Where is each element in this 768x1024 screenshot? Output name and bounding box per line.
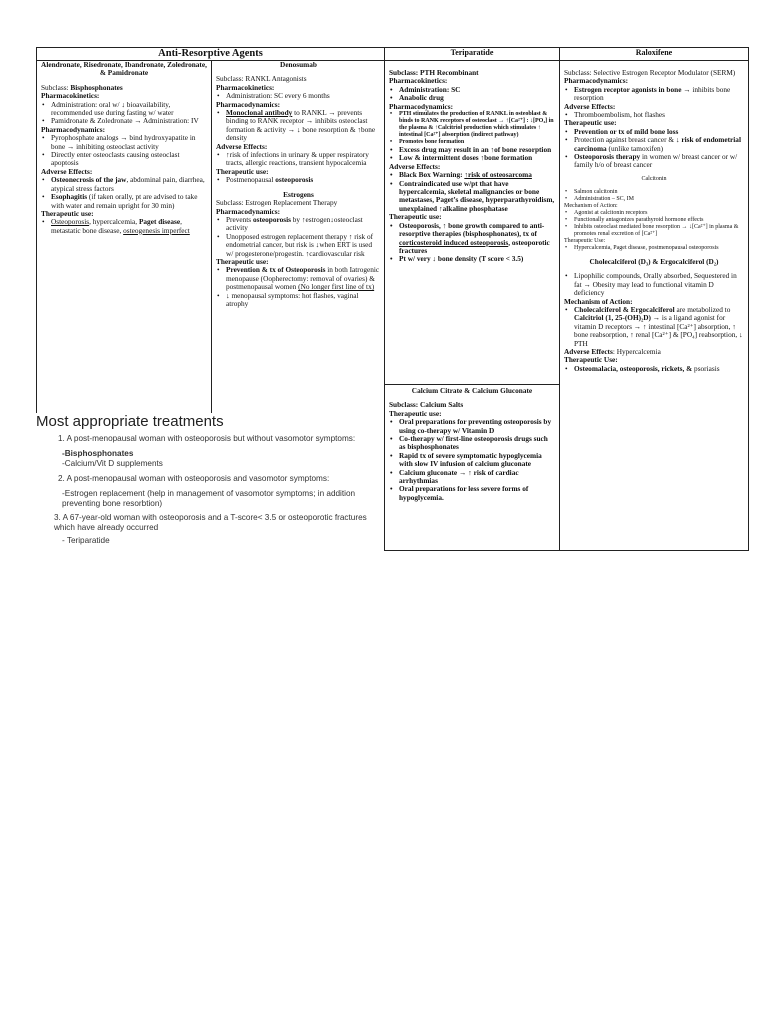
treatment-answer-1b: -Calcium/Vit D supplements: [62, 459, 163, 468]
ae-list: [564, 111, 744, 119]
treatment-answer-2: -Estrogen replacement (help in management of vasomotor symptoms; in addition preventing bone resorbtion): [62, 489, 356, 508]
list-item: • Osteoporosis, ↑ bone growth compared to anti-resorptive therapies (bisphosphonates), tx of corticosteroid induced osteoporosis, osteoporotic fractures: [399, 222, 555, 256]
ae-line: Adverse Effects: Hypercalcemia: [564, 346, 661, 356]
teriparatide-calcium-column: [385, 48, 560, 550]
tu-list: [564, 245, 744, 252]
list-item: • Protection against breast cancer & ↓ risk of endometrial carcinoma (unlike tamoxifen): [574, 136, 744, 153]
pd-list: [564, 86, 744, 103]
pd-list: [41, 134, 207, 168]
list-item: • ↓ menopausal symptoms: hot flashes, vaginal atrophy: [226, 292, 381, 309]
tu-label: Therapeutic use:: [216, 256, 269, 266]
calcium-section: [385, 385, 559, 504]
raloxifene-section: [560, 61, 748, 375]
list-item: • Osteoporosis, hypercalcemia, Paget disease, metastatic bone disease, osteogenesis imperfect: [51, 218, 207, 235]
estrogens-heading: Estrogens: [283, 189, 314, 199]
pd-label: Pharmacodynamics:: [564, 76, 629, 86]
list-item: • Prevents osteoporosis by ↑estrogen↓osteoclast activity: [226, 216, 381, 233]
list-item: • Hypercalcemia, Paget disease, postmenopausal osteoporosis: [574, 245, 744, 252]
pd-label: Pharmacodynamics:: [389, 101, 454, 111]
treatment-answer-3: - Teriparatide: [62, 536, 110, 545]
list-item: • Anabolic drug: [399, 94, 555, 102]
list-item: • Oral preparations for preventing osteoporosis by using co-therapy w/ Vitamin D: [399, 418, 555, 435]
list-item: • Calcium gluconate → ↑ risk of cardiac arrhythmias: [399, 469, 555, 486]
list-item: • Pyrophosphate analogs → bind hydroxyapatite in bone → inhibiting osteoclast activity: [51, 134, 207, 151]
raloxifene-column: [560, 48, 748, 550]
denosumab-subclass: Subclass: RANKL Antagonists: [216, 74, 307, 84]
list-item: • Contraindicated use w/pt that have hypercalcemia, skeletal malignancies or bone metastases, Paget’s disease, hyperparathyroidism, unexplained ↑alkaline phosphatase: [399, 180, 555, 214]
list-item: • Directly enter osteoclasts causing osteoclast apoptosis: [51, 151, 207, 168]
calcitonin-heading: Calcitonin: [641, 175, 667, 182]
vitamin-d-heading: Cholecalciferol (D₃) & Ergocalciferol (D₂): [589, 256, 719, 266]
tu-label: Therapeutic use:: [41, 208, 94, 218]
list-item: • Low & intermittent doses ↑bone formation: [399, 154, 555, 162]
teriparatide-heading: Teriparatide: [385, 48, 559, 61]
tu-list: [41, 218, 207, 235]
calcitonin-list: [564, 189, 744, 203]
tu-label: Therapeutic use:: [216, 166, 269, 176]
treatment-question-2: 2. A post-menopausal woman with osteoporosis and vasomotor symptoms:: [58, 474, 330, 483]
list-item: • Functionally antagonizes parathyroid hormone effects: [574, 217, 744, 224]
tu-list: [389, 418, 555, 502]
raloxifene-subclass: Subclass: Selective Estrogen Receptor Modulator (SERM): [564, 68, 736, 77]
tu-list: [216, 176, 381, 184]
list-item: • Administration – SC, IM: [574, 196, 744, 203]
moa-list: [564, 306, 744, 348]
list-item: • Black Box Warning: ↑risk of osteosarcoma: [399, 171, 555, 179]
ae-list: [216, 151, 381, 168]
tu-label: Therapeutic use:: [564, 118, 617, 128]
list-item: • Osteomalacia, osteoporosis, rickets, & psoriasis: [574, 365, 744, 373]
pd-list: [216, 216, 381, 258]
pd-label: Pharmacodynamics:: [216, 99, 281, 109]
ae-label: Adverse Effects:: [564, 101, 616, 111]
list-item: • Salmon calcitonin: [574, 189, 744, 196]
list-item: • Prevention or tx of mild bone loss: [574, 128, 744, 136]
pd-list: [389, 111, 555, 163]
moa-label: Mechanism of Action:: [564, 296, 633, 306]
teriparatide-subclass: Subclass: PTH Recombinant: [389, 68, 479, 77]
estrogens-subclass: Subclass: Estrogen Replacement Therapy: [216, 198, 338, 208]
tu-list: [216, 266, 381, 308]
list-item: • Cholecalciferol & Ergocalciferol are metabolized to Calcitriol (1, 25-(OH)₂D) → is a ligand agonist for vitamin D receptors → ↑ intestinal [Ca²⁺] absorption, ↑ bone reabsorption, ↑ renal [Ca²⁺] & [PO₄] reabsorption, ↓ PTH: [574, 306, 744, 348]
ae-label: Adverse Effects:: [216, 141, 268, 151]
list-item: • Co-therapy w/ first-line osteoporosis drugs such as bisphosphonates: [399, 435, 555, 452]
list-item: • Administration: SC every 6 months: [226, 92, 381, 100]
list-item: • Thromboembolism, hot flashes: [574, 111, 744, 119]
list-item: • Osteoporosis therapy in women w/ breast cancer or w/ family h/o of breast cancer: [574, 153, 744, 170]
treatment-question-3: 3. A 67-year-old woman with osteoporosis and a T-score< 3.5 or osteoporotic fractures which have already occurred: [54, 513, 367, 532]
list-item: • Monoclonal antibody to RANKL → prevents binding to RANK receptor → inhibits osteoclast formation & activity → ↓ bone resorption & ↑bone density: [226, 109, 381, 143]
tu-label: Therapeutic use:: [389, 408, 442, 418]
vitamin-d-list: [564, 272, 744, 297]
tu-list: [564, 128, 744, 170]
pd-label: Pharmacodynamics:: [216, 206, 281, 216]
pk-label: Pharmacokinetics:: [389, 76, 448, 86]
list-item: • Prevention & tx of Osteoporosis in both Iatrogenic menopause (Oopherectomy: removal of ovaries) & postmenopausal women (No longer first line of tx): [226, 266, 381, 291]
list-item: • Rapid tx of severe symptomatic hypoglycemia with slow IV infusion of calcium gluconate: [399, 452, 555, 469]
pd-list: [216, 109, 381, 143]
list-item: • ↑risk of infections in urinary & upper respiratory tracts, allergic reactions, transient hypocalcemia: [226, 151, 381, 168]
treatment-question-1: 1. A post-menopausal woman with osteoporosis but without vasomotor symptoms:: [58, 434, 356, 443]
raloxifene-heading: Raloxifene: [560, 48, 748, 61]
list-item: • Inhibits osteoclast mediated bone resorption → ↓[Ca²⁺] in plasma & promotes renal excretion of [Ca²⁺]: [574, 224, 744, 238]
ae-label: Adverse Effects:: [41, 166, 93, 176]
list-item: • Postmenopausal osteoporosis: [226, 176, 381, 184]
tu-list: [389, 222, 555, 264]
tu-label: Therapeutic Use:: [564, 355, 618, 365]
teriparatide-section: [385, 61, 559, 384]
list-item: • Osteonecrosis of the jaw, abdominal pain, diarrhea, atypical stress factors: [51, 176, 207, 193]
ae-list: [41, 176, 207, 210]
moa-list: [564, 210, 744, 238]
treatments-title: Most appropriate treatments: [36, 413, 224, 430]
anti-resorptive-title: Anti-Resorptive Agents: [37, 48, 384, 61]
tu-label: Therapeutic use:: [389, 212, 442, 222]
list-item: • Promotes bone formation: [399, 139, 555, 146]
pk-list: [41, 101, 207, 126]
moa-label: Mechanism of Action:: [564, 202, 618, 209]
list-item: • Administration: oral w/ ↓ bioavailability, recommended use during fasting w/ water: [51, 101, 207, 118]
list-item: • Pt w/ very ↓ bone density (T score < 3.5): [399, 255, 555, 263]
treatments-panel: [36, 413, 384, 551]
pd-label: Pharmacodynamics:: [41, 124, 106, 134]
list-item: • Estrogen receptor agonists in bone → inhibits bone resorption: [574, 86, 744, 103]
bisphosphonates-subclass: Subclass: Bisphosphonates: [41, 82, 123, 92]
list-item: • Lipophilic compounds, Orally absorbed, Sequestered in fat → Obesity may lead to functional vitamin D deficiency: [574, 272, 744, 297]
pk-label: Pharmacokinetics:: [41, 91, 100, 101]
list-item: • Pamidronate & Zoledronate → Administration: IV: [51, 117, 207, 125]
list-item: • Esophagitis (if taken orally, pt are advised to take with water and remain upright for 30 min): [51, 193, 207, 210]
pk-list: [216, 92, 381, 100]
denosumab-heading: Denosumab: [280, 60, 317, 69]
calcium-subclass: Subclass: Calcium Salts: [389, 400, 464, 410]
list-item: • Unopposed estrogen replacement therapy ↑ risk of endometrial cancer, but risk is ↓when ERT is used w/ progesterone/progestin. ↑cardiovascular risk: [226, 233, 381, 258]
bisphosphonates-heading: Alendronate, Risedronate, Ibandronate, Zoledronate, & Pamidronate: [41, 60, 207, 78]
list-item: • Oral preparations for less severe forms of hypoglycemia.: [399, 485, 555, 502]
ae-list: [389, 171, 555, 213]
list-item: • Excess drug may result in an ↑of bone resorption: [399, 146, 555, 154]
list-item: • PTH stimulates the production of RANKL in osteoblast & binds to RANK receptors of osteoclast → ↑[Ca²⁺] : ↓[PO₄] in the plasma & ↑Calcitriol production which stimulates ↑ intestinal [Ca²⁺] absorption (indirect pathway): [399, 111, 555, 139]
tu-list: [564, 365, 744, 373]
list-item: • Administration: SC: [399, 86, 555, 94]
calcium-heading: Calcium Citrate & Calcium Gluconate: [411, 386, 533, 395]
list-item: • Agonist at calcitonin receptors: [574, 210, 744, 217]
pk-list: [389, 86, 555, 103]
tu-label: Therapeutic Use:: [564, 237, 606, 244]
treatment-answer-1a: -Bisphosphonates: [62, 449, 134, 458]
pk-label: Pharmacokinetics:: [216, 82, 275, 92]
ae-label: Adverse Effects:: [389, 161, 441, 171]
